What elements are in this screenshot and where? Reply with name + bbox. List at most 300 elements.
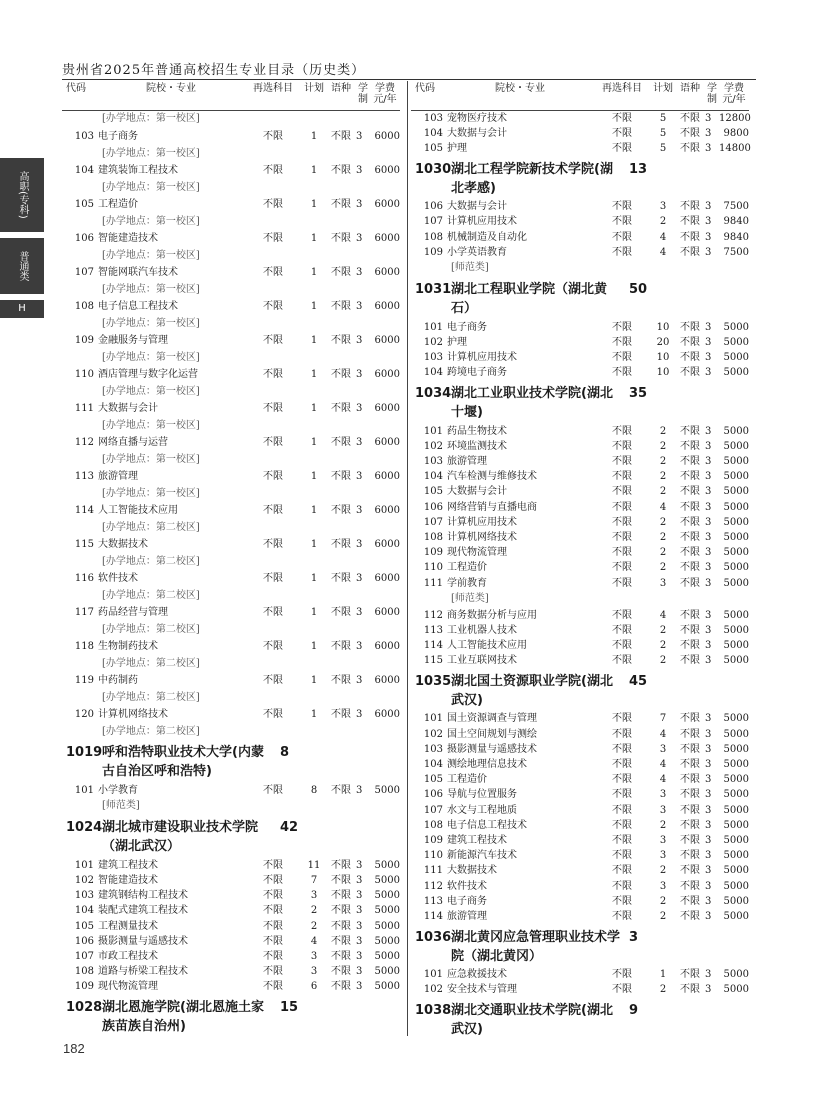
major-name: 水文与工程地质 (447, 804, 517, 816)
location-note: [办学地点：第一校区] (102, 454, 200, 465)
location-note: [师范类] (451, 262, 489, 274)
major-lang: 不限 (331, 437, 351, 448)
major-code: 107 (74, 950, 94, 962)
major-fee: 12800 (719, 112, 751, 124)
major-xuezhi: 3 (705, 865, 712, 877)
location-note: [办学地点：第一校区] (102, 148, 200, 159)
major-xuezhi: 3 (356, 641, 363, 652)
major-subject: 不限 (612, 547, 632, 559)
col-header-lang: 语种 (680, 83, 700, 94)
left-column-body (66, 111, 400, 1038)
major-plan: 2 (659, 486, 667, 498)
major-lang: 不限 (331, 369, 351, 380)
major-name: 装配式建筑工程技术 (98, 905, 188, 917)
major-xuezhi: 3 (705, 367, 712, 379)
major-code: 109 (423, 246, 443, 258)
major-fee: 6000 (374, 607, 400, 618)
major-lang: 不限 (680, 577, 700, 589)
major-xuezhi: 3 (356, 607, 363, 618)
major-fee: 5000 (723, 759, 749, 771)
major-lang: 不限 (331, 920, 351, 932)
major-row (66, 536, 400, 554)
major-fee: 5000 (374, 966, 400, 978)
institution-plan: 42 (280, 820, 299, 836)
major-fee: 5000 (723, 895, 749, 907)
major-fee: 5000 (374, 935, 400, 947)
major-lang: 不限 (680, 789, 700, 801)
major-row (66, 128, 400, 146)
major-subject: 不限 (612, 880, 632, 892)
side-tab-general[interactable]: 普通类 (0, 238, 44, 294)
location-note: [办学地点：第一校区] (102, 216, 200, 227)
major-lang: 不限 (331, 199, 351, 210)
major-xuezhi: 3 (705, 713, 712, 725)
major-lang: 不限 (331, 784, 351, 796)
major-subject: 不限 (612, 201, 632, 213)
major-row (66, 230, 400, 248)
major-code: 101 (423, 425, 443, 437)
major-name: 导航与位置服务 (447, 789, 517, 801)
major-name: 大数据与会计 (447, 127, 507, 139)
major-row (415, 983, 749, 998)
major-xuezhi: 3 (356, 199, 363, 210)
major-subject: 不限 (612, 984, 632, 996)
major-xuezhi: 3 (705, 804, 712, 816)
major-lang: 不限 (680, 624, 700, 636)
major-subject: 不限 (263, 539, 283, 550)
major-subject: 不限 (612, 246, 632, 258)
major-fee: 5000 (723, 774, 749, 786)
major-fee: 5000 (723, 577, 749, 589)
major-code: 107 (423, 216, 443, 228)
major-xuezhi: 3 (356, 471, 363, 482)
major-code: 102 (423, 728, 443, 740)
major-row (415, 141, 749, 156)
major-row (66, 783, 400, 798)
major-plan: 3 (659, 834, 667, 846)
major-fee: 5000 (723, 789, 749, 801)
major-name: 大数据与会计 (447, 486, 507, 498)
major-lang: 不限 (331, 165, 351, 176)
side-tab-letter[interactable]: H (0, 300, 44, 318)
major-code: 107 (74, 267, 94, 278)
major-name: 小学英语教育 (447, 246, 507, 258)
major-name: 中药制药 (98, 675, 138, 686)
major-code: 103 (423, 352, 443, 364)
major-xuezhi: 3 (705, 216, 712, 228)
major-plan: 1 (310, 335, 318, 346)
major-plan: 3 (310, 950, 318, 962)
page-header-title: 贵州省2025年普通高校招生专业目录（历史类） (62, 63, 366, 78)
major-plan: 1 (310, 403, 318, 414)
major-subject: 不限 (263, 890, 283, 902)
major-lang: 不限 (331, 675, 351, 686)
major-row (415, 849, 749, 864)
major-xuezhi: 3 (705, 850, 712, 862)
major-fee: 6000 (374, 641, 400, 652)
major-code: 106 (423, 201, 443, 213)
major-lang: 不限 (331, 859, 351, 871)
major-fee: 6000 (374, 301, 400, 312)
major-fee: 14800 (719, 142, 751, 154)
major-xuezhi: 3 (705, 655, 712, 667)
major-lang: 不限 (331, 505, 351, 516)
major-row (415, 485, 749, 500)
location-note: [师范类] (451, 593, 489, 605)
location-note: [办学地点：第一校区] (102, 386, 200, 397)
major-code: 109 (74, 335, 94, 346)
location-note: [办学地点：第二校区] (102, 658, 200, 669)
major-name: 酒店管理与数字化运营 (98, 369, 198, 380)
major-plan: 20 (656, 337, 670, 349)
major-row (66, 965, 400, 980)
institution-code: 1034 (415, 386, 452, 402)
major-fee: 6000 (374, 131, 400, 142)
major-plan: 10 (656, 367, 670, 379)
major-code: 109 (423, 834, 443, 846)
major-code: 109 (74, 981, 94, 993)
major-subject: 不限 (612, 834, 632, 846)
major-subject: 不限 (612, 352, 632, 364)
major-row (415, 654, 749, 669)
institution-name: 湖北国土资源职业学院(湖北武汉) (451, 673, 613, 708)
major-lang: 不限 (331, 335, 351, 346)
major-code: 113 (423, 895, 443, 907)
institution-plan: 50 (629, 282, 648, 298)
major-code: 108 (74, 301, 94, 312)
major-plan: 5 (659, 112, 667, 124)
major-code: 115 (74, 539, 94, 550)
major-xuezhi: 3 (705, 486, 712, 498)
major-code: 101 (423, 969, 443, 981)
col-header-fee: 学费元/年 (373, 83, 397, 105)
major-row (415, 366, 749, 381)
major-name: 测绘地理信息技术 (447, 759, 527, 771)
major-fee: 5000 (723, 713, 749, 725)
major-name: 建筑工程技术 (447, 834, 507, 846)
col-header-plan: 计划 (304, 83, 324, 94)
major-row (415, 500, 749, 515)
institution-code: 1019 (66, 745, 103, 760)
major-lang: 不限 (680, 655, 700, 667)
major-row (415, 530, 749, 545)
major-xuezhi: 3 (705, 577, 712, 589)
major-plan: 1 (310, 675, 318, 686)
major-fee: 5000 (723, 655, 749, 667)
major-lang: 不限 (680, 819, 700, 831)
major-fee: 5000 (723, 456, 749, 468)
major-fee: 5000 (723, 531, 749, 543)
major-lang: 不限 (680, 865, 700, 877)
major-xuezhi: 3 (705, 127, 712, 139)
major-lang: 不限 (680, 969, 700, 981)
major-name: 商务数据分析与应用 (447, 609, 537, 621)
major-lang: 不限 (680, 850, 700, 862)
major-xuezhi: 3 (705, 895, 712, 907)
major-lang: 不限 (680, 834, 700, 846)
major-plan: 2 (659, 471, 667, 483)
major-lang: 不限 (331, 267, 351, 278)
major-name: 大数据与会计 (98, 403, 158, 414)
major-row (415, 561, 749, 576)
major-xuezhi: 3 (356, 505, 363, 516)
major-fee: 6000 (374, 369, 400, 380)
major-lang: 不限 (331, 403, 351, 414)
major-code: 111 (423, 577, 443, 589)
major-plan: 2 (659, 910, 667, 922)
major-code: 101 (423, 321, 443, 333)
major-subject: 不限 (263, 437, 283, 448)
major-lang: 不限 (331, 981, 351, 993)
institution-name: 湖北交通职业技术学院(湖北武汉) (451, 1002, 613, 1037)
major-fee: 5000 (723, 880, 749, 892)
major-row (415, 742, 749, 757)
major-code: 110 (423, 562, 443, 574)
major-name: 生物制药技术 (98, 641, 158, 652)
major-plan: 4 (659, 231, 667, 243)
major-name: 现代物流管理 (447, 547, 507, 559)
right-column-header (415, 81, 749, 111)
major-fee: 6000 (374, 539, 400, 550)
major-row (415, 454, 749, 469)
major-subject: 不限 (263, 471, 283, 482)
major-fee: 5000 (723, 804, 749, 816)
major-row (415, 515, 749, 530)
major-code: 111 (74, 403, 94, 414)
major-xuezhi: 3 (356, 301, 363, 312)
major-plan: 3 (659, 804, 667, 816)
institution-name: 湖北恩施学院(湖北恩施土家族苗族自治州) (102, 999, 264, 1034)
major-lang: 不限 (680, 640, 700, 652)
major-fee: 6000 (374, 233, 400, 244)
major-row (66, 298, 400, 316)
major-lang: 不限 (680, 201, 700, 213)
major-lang: 不限 (680, 337, 700, 349)
major-xuezhi: 3 (356, 890, 363, 902)
institution-heading (66, 740, 400, 783)
major-row (66, 570, 400, 588)
major-code: 102 (74, 874, 94, 886)
side-tabs (0, 158, 44, 324)
major-fee: 5000 (723, 367, 749, 379)
major-lang: 不限 (331, 539, 351, 550)
major-code: 102 (423, 337, 443, 349)
major-lang: 不限 (331, 905, 351, 917)
major-row (66, 604, 400, 622)
major-code: 106 (423, 789, 443, 801)
major-plan: 3 (659, 789, 667, 801)
major-xuezhi: 3 (705, 774, 712, 786)
major-xuezhi: 3 (356, 981, 363, 993)
major-subject: 不限 (612, 713, 632, 725)
major-code: 102 (423, 440, 443, 452)
side-tab-vocational[interactable]: 高职(专科) (0, 158, 44, 232)
major-subject: 不限 (612, 531, 632, 543)
major-code: 105 (74, 920, 94, 932)
major-name: 机械制造及自动化 (447, 231, 527, 243)
major-name: 汽车检测与维修技术 (447, 471, 537, 483)
major-subject: 不限 (612, 425, 632, 437)
major-name: 建筑工程技术 (98, 859, 158, 871)
major-subject: 不限 (263, 981, 283, 993)
major-plan: 6 (310, 981, 318, 993)
major-fee: 6000 (374, 709, 400, 720)
major-lang: 不限 (680, 142, 700, 154)
major-xuezhi: 3 (705, 759, 712, 771)
major-plan: 7 (310, 874, 318, 886)
major-row (415, 470, 749, 485)
major-name: 电子信息工程技术 (98, 301, 178, 312)
major-code: 105 (74, 199, 94, 210)
page-number: 182 (63, 1041, 85, 1056)
location-note: [师范类] (102, 800, 140, 812)
major-code: 103 (423, 743, 443, 755)
major-xuezhi: 3 (705, 471, 712, 483)
major-fee: 6000 (374, 199, 400, 210)
major-fee: 5000 (723, 337, 749, 349)
major-xuezhi: 3 (705, 440, 712, 452)
major-fee: 5000 (374, 950, 400, 962)
major-plan: 4 (659, 728, 667, 740)
major-xuezhi: 3 (356, 784, 363, 796)
major-row (415, 818, 749, 833)
major-xuezhi: 3 (356, 709, 363, 720)
major-lang: 不限 (680, 774, 700, 786)
major-subject: 不限 (612, 440, 632, 452)
major-name: 建筑装饰工程技术 (98, 165, 178, 176)
major-plan: 2 (659, 640, 667, 652)
major-xuezhi: 3 (356, 267, 363, 278)
institution-name: 呼和浩特职业技术大学(内蒙古自治区呼和浩特) (102, 745, 264, 779)
major-subject: 不限 (612, 774, 632, 786)
location-note: [办学地点：第一校区] (102, 488, 200, 499)
major-xuezhi: 3 (705, 728, 712, 740)
major-plan: 2 (659, 984, 667, 996)
institution-heading (415, 381, 749, 424)
institution-code: 1028 (66, 999, 103, 1015)
institution-name: 湖北工程职业学院（湖北黄石） (451, 282, 608, 317)
major-code: 117 (74, 607, 94, 618)
major-subject: 不限 (612, 142, 632, 154)
major-row (415, 757, 749, 772)
major-name: 工业机器人技术 (447, 624, 517, 636)
institution-name: 湖北工业职业技术学院(湖北十堰) (451, 386, 613, 421)
major-xuezhi: 3 (356, 165, 363, 176)
major-xuezhi: 3 (705, 112, 712, 124)
major-name: 工程造价 (447, 562, 487, 574)
major-row (66, 400, 400, 418)
major-xuezhi: 3 (356, 437, 363, 448)
major-code: 103 (74, 890, 94, 902)
major-plan: 3 (659, 201, 667, 213)
major-subject: 不限 (612, 865, 632, 877)
institution-heading (415, 277, 749, 320)
location-note: [办学地点：第二校区] (102, 692, 200, 703)
location-note: [办学地点：第二校区] (102, 556, 200, 567)
major-xuezhi: 3 (705, 531, 712, 543)
major-xuezhi: 3 (705, 321, 712, 333)
major-xuezhi: 3 (356, 950, 363, 962)
major-code: 110 (74, 369, 94, 380)
major-fee: 6000 (374, 267, 400, 278)
right-column-body (415, 111, 749, 1041)
major-subject: 不限 (263, 675, 283, 686)
major-lang: 不限 (331, 641, 351, 652)
major-code: 105 (423, 486, 443, 498)
major-code: 112 (423, 609, 443, 621)
major-fee: 6000 (374, 165, 400, 176)
major-name: 电子商务 (98, 131, 138, 142)
major-lang: 不限 (680, 910, 700, 922)
location-note: [办学地点：第一校区] (102, 113, 200, 124)
major-xuezhi: 3 (356, 539, 363, 550)
major-lang: 不限 (680, 743, 700, 755)
major-row (415, 576, 749, 591)
major-name: 计算机应用技术 (447, 352, 517, 364)
major-name: 电子信息工程技术 (447, 819, 527, 831)
major-xuezhi: 3 (705, 501, 712, 513)
major-name: 工程测量技术 (98, 920, 158, 932)
major-lang: 不限 (680, 352, 700, 364)
major-code: 104 (423, 471, 443, 483)
major-subject: 不限 (263, 131, 283, 142)
major-row (415, 968, 749, 983)
major-subject: 不限 (612, 910, 632, 922)
major-plan: 4 (310, 935, 318, 947)
major-name: 摄影测量与遥感技术 (98, 935, 188, 947)
major-subject: 不限 (263, 859, 283, 871)
major-fee: 5000 (723, 562, 749, 574)
major-lang: 不限 (680, 246, 700, 258)
location-note: [办学地点：第二校区] (102, 522, 200, 533)
major-plan: 3 (310, 890, 318, 902)
major-lang: 不限 (680, 895, 700, 907)
major-lang: 不限 (680, 127, 700, 139)
major-lang: 不限 (331, 471, 351, 482)
major-code: 101 (74, 784, 94, 796)
major-name: 小学教育 (98, 784, 138, 796)
major-xuezhi: 3 (705, 547, 712, 559)
major-xuezhi: 3 (705, 352, 712, 364)
major-fee: 6000 (374, 437, 400, 448)
major-name: 护理 (447, 337, 467, 349)
major-plan: 1 (310, 131, 318, 142)
major-xuezhi: 3 (356, 335, 363, 346)
major-code: 113 (74, 471, 94, 482)
major-row (415, 215, 749, 230)
major-subject: 不限 (612, 609, 632, 621)
major-plan: 2 (659, 456, 667, 468)
major-fee: 5000 (723, 425, 749, 437)
location-note: [办学地点：第二校区] (102, 590, 200, 601)
institution-plan: 8 (280, 745, 290, 760)
major-row (66, 162, 400, 180)
major-row (415, 727, 749, 742)
major-plan: 2 (659, 655, 667, 667)
major-xuezhi: 3 (705, 834, 712, 846)
column-divider (407, 81, 408, 1036)
major-xuezhi: 3 (705, 231, 712, 243)
major-code: 103 (74, 131, 94, 142)
major-plan: 1 (310, 369, 318, 380)
major-row (66, 889, 400, 904)
major-lang: 不限 (331, 950, 351, 962)
major-plan: 2 (659, 865, 667, 877)
major-plan: 3 (659, 880, 667, 892)
major-plan: 2 (659, 624, 667, 636)
major-plan: 1 (310, 471, 318, 482)
major-subject: 不限 (263, 369, 283, 380)
